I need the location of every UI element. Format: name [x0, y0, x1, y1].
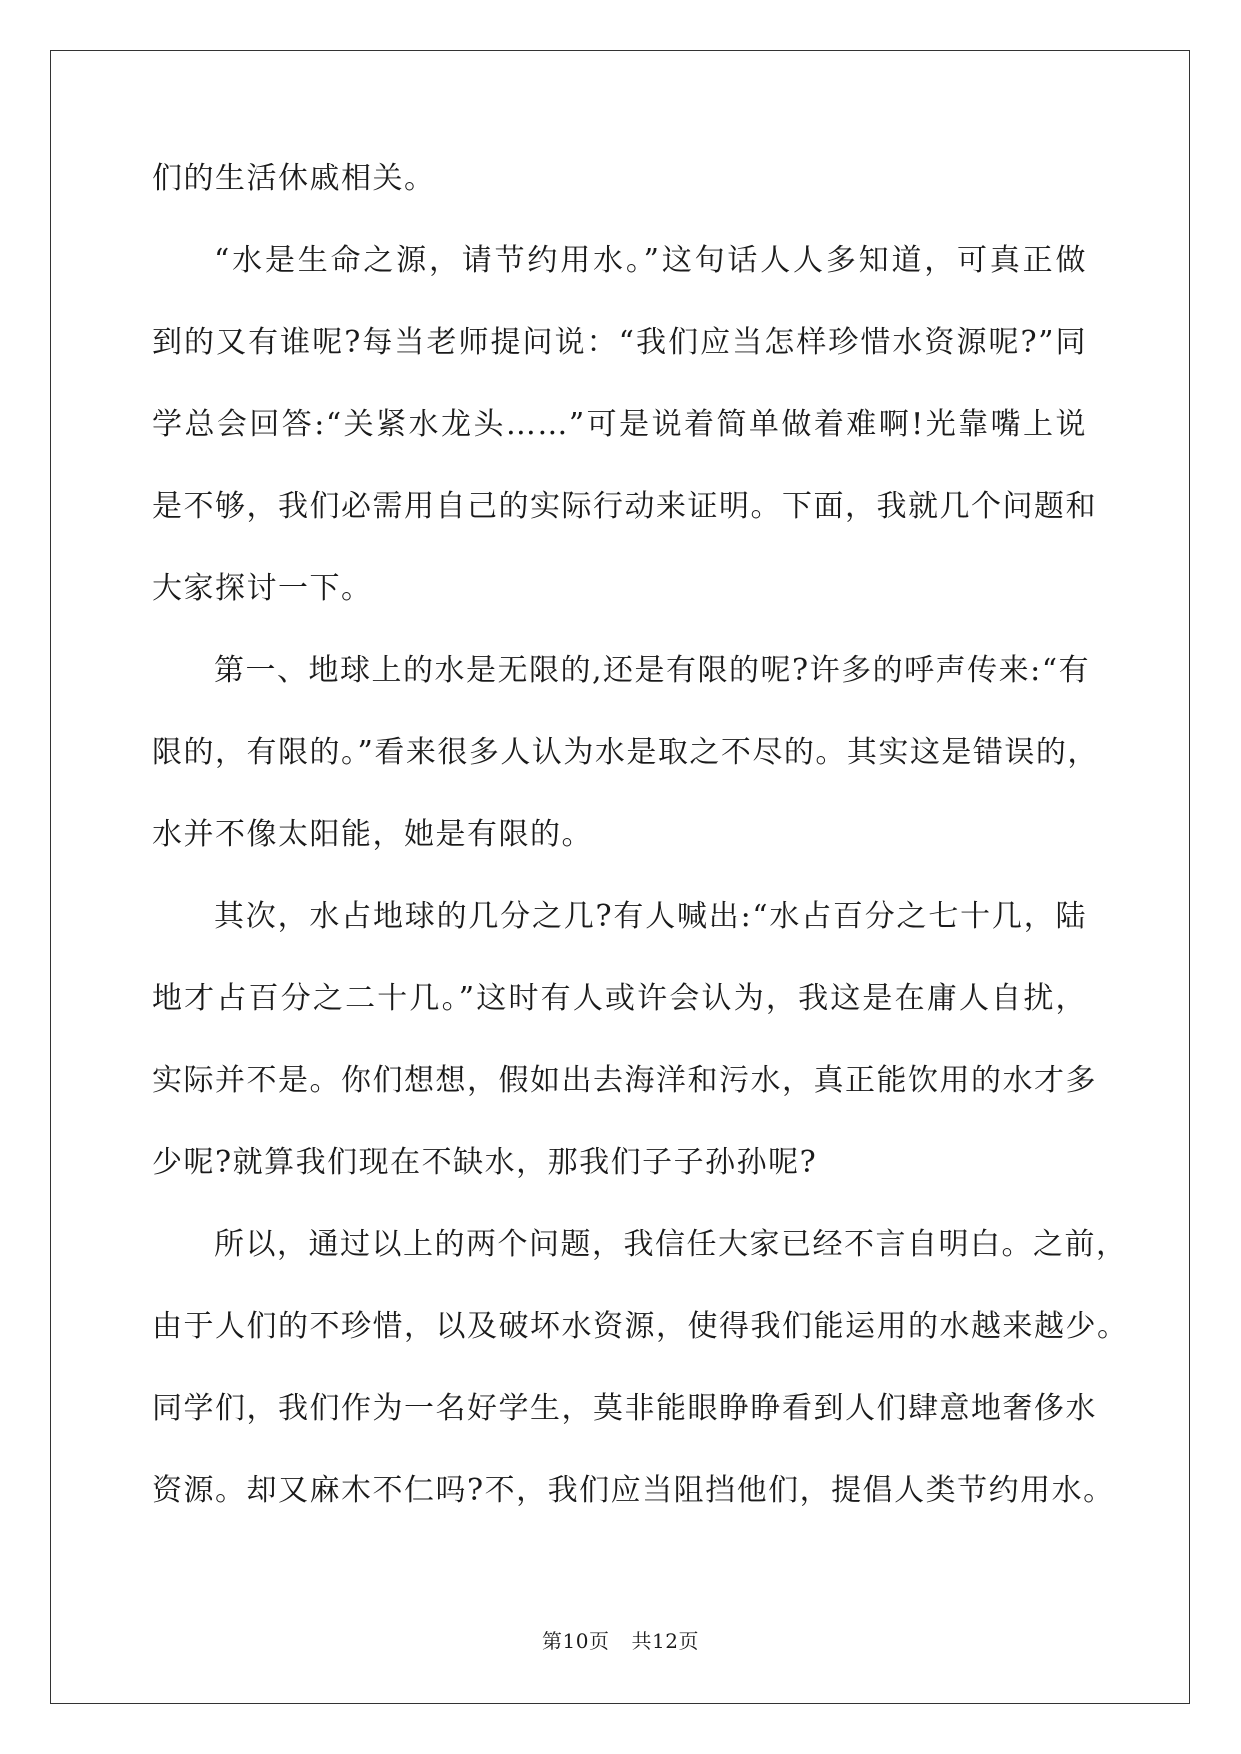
text-line: 同学们，我们作为一名好学生，莫非能眼睁睁看到人们肆意地奢侈水	[152, 1391, 1097, 1426]
text-line: 由于人们的不珍惜，以及破坏水资源，使得我们能运用的水越来越少。	[152, 1309, 1129, 1344]
text-line: 限的，有限的。”看来很多人认为水是取之不尽的。其实这是错误的，	[152, 735, 1099, 770]
text-line: 实际并不是。你们想想，假如出去海洋和污水，真正能饮用的水才多	[152, 1063, 1097, 1098]
text-line: “水是生命之源，请节约用水。”这句话人人多知道，可真正做	[214, 243, 1087, 278]
text-line: 是不够，我们必需用自己的实际行动来证明。下面，我就几个问题和	[152, 489, 1097, 524]
text-line: 们的生活休戚相关。	[152, 161, 436, 196]
page-footer	[0, 1625, 1241, 1654]
text-line: 所以，通过以上的两个问题，我信任大家已经不言自明白。之前，	[214, 1227, 1128, 1262]
document-body	[152, 158, 1129, 1552]
text-line: 资源。却又麻木不仁吗?不，我们应当阻挡他们，提倡人类节约用水。	[152, 1473, 1115, 1508]
text-line: 学总会回答:“关紧水龙头……”可是说着简单做着难啊!光靠嘴上说	[152, 407, 1087, 442]
page-number-current: 第10页	[542, 1629, 610, 1653]
text-line: 地才占百分之二十几。”这时有人或许会认为，我这是在庸人自扰，	[152, 981, 1087, 1016]
text-line: 少呢?就算我们现在不缺水，那我们子子孙孙呢?	[152, 1145, 818, 1180]
page-number-total: 共12页	[631, 1629, 699, 1653]
text-line: 到的又有谁呢?每当老师提问说：“我们应当怎样珍惜水资源呢?”同	[152, 325, 1087, 360]
text-line: 其次，水占地球的几分之几?有人喊出:“水占百分之七十几，陆	[214, 899, 1087, 934]
text-line: 水并不像太阳能，她是有限的。	[152, 817, 593, 852]
text-line: 第一、地球上的水是无限的,还是有限的呢?许多的呼声传来:“有	[214, 653, 1091, 688]
text-line: 大家探讨一下。	[152, 571, 373, 606]
